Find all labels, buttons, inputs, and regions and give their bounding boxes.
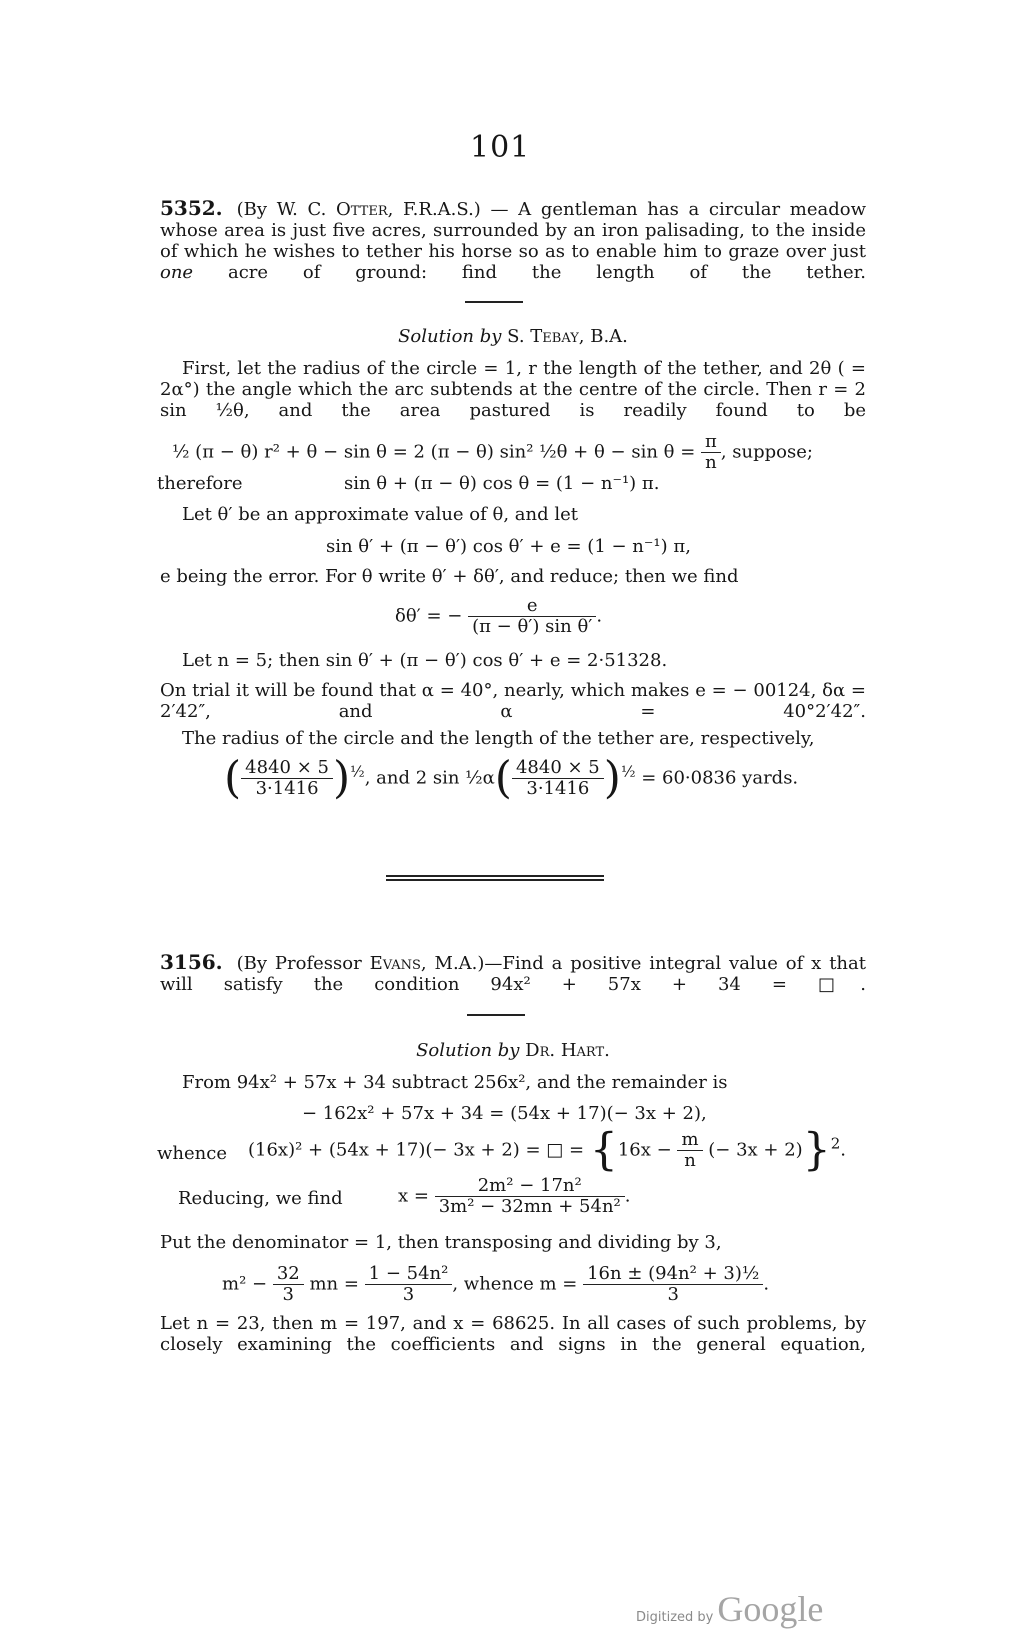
problem-5352-statement: 5352. (By W. C. Otter, F.R.A.S.) — A gentleman has a circular meadow whose area is just five acres, surrounded by an iron palisading, to the inside of which he wishes to tether his horse so as to enable him to graze over just one acre of ground: find the length of the tether. [160,196,866,283]
equation: δθ′ = − $\frac{e}{\text{(π − θ′) sin θ′}}$ . [395,595,603,637]
short-rule [465,301,523,303]
equation: ½ (π − θ) r² + θ − sin θ = 2 (π − θ) sin² ½θ + θ − sin θ = $\frac{\pi}{n}$ , suppose; [172,431,813,473]
solution-paragraph: On trial it will be found that α = 40°, nearly, which makes e = − 00124, δα = 2′42″, and α = 40°2′42″. [160,680,866,722]
solution-paragraph: First, let the radius of the circle = 1, r the length of the tether, and 2θ ( = 2α°) the angle which the arc subtends at the centre of the circle. Then r = 2 sin ½θ, and the area pastured is readily found to be [160,358,866,421]
solution-heading: Solution by Dr. Hart. [416,1040,610,1061]
author-name: Evans [369,953,421,974]
whence-label: whence [157,1143,227,1164]
author-name: Otter [335,199,388,220]
page-number: 101 [470,130,531,165]
equation: (16x)² + (54x + 17)(− 3x + 2) = □ = {16x − $\frac{m}{n}$ (− 3x + 2)}$^2$. [248,1124,846,1176]
equation: ( $\frac{4840 \times 5}{3\cdot 1416}$ )$^{\frac{1}{2}}$, and 2 sin ½α( $\frac{4840 \times 5}{3\cdot 1416}$ )$^{\frac{1}{2}}$ = 60·0836 yards. [224,752,799,804]
equation: − 162x² + 57x + 34 = (54x + 17)(− 3x + 2), [302,1103,707,1124]
equation: sin θ′ + (π − θ′) cos θ′ + e = (1 − n⁻¹) π, [326,536,691,557]
equation: m² − $\frac{32}{3}$ mn = $\frac{\text{1 − 54n²}}{3}$ , whence m = $\frac{\text{16n ± (94n² + 3)½}}{3}$ . [222,1263,770,1305]
problem-number: 3156. [160,950,223,974]
section-divider [386,875,604,881]
reducing-label: Reducing, we find [178,1188,343,1209]
solution-paragraph: The radius of the circle and the length of the tether are, respectively, [182,728,815,749]
short-rule [467,1014,525,1016]
google-watermark: Digitized by Google [636,1589,824,1629]
solution-paragraph: From 94x² + 57x + 34 subtract 256x², and the remainder is [182,1072,728,1093]
solution-paragraph: Let n = 5; then sin θ′ + (π − θ′) cos θ′ + e = 2·51328. [182,650,668,671]
therefore-label: therefore [157,473,243,494]
problem-3156-statement: 3156. (By Professor Evans, M.A.)—Find a positive integral value of x that will satisfy the condition 94x² + 57x + 34 = □. [160,950,866,995]
solution-paragraph: Let θ′ be an approximate value of θ, and let [182,504,579,525]
equation: x = $\frac{\text{2m² − 17n²}}{\text{3m² − 32mn + 54n²}}$ . [398,1175,631,1217]
google-logo: Google [717,1589,824,1629]
solution-paragraph: e being the error. For θ write θ′ + δθ′, and reduce; then we find [160,566,739,587]
solution-paragraph: Put the denominator = 1, then transposing and dividing by 3, [160,1232,722,1253]
solution-heading: Solution by S. Tebay, B.A. [398,326,628,347]
equation: sin θ + (π − θ) cos θ = (1 − n⁻¹) π. [344,473,660,494]
problem-number: 5352. [160,196,223,220]
solution-paragraph: Let n = 23, then m = 197, and x = 68625. In all cases of such problems, by closely examining the coefficients and signs in the general equation, [160,1313,866,1355]
